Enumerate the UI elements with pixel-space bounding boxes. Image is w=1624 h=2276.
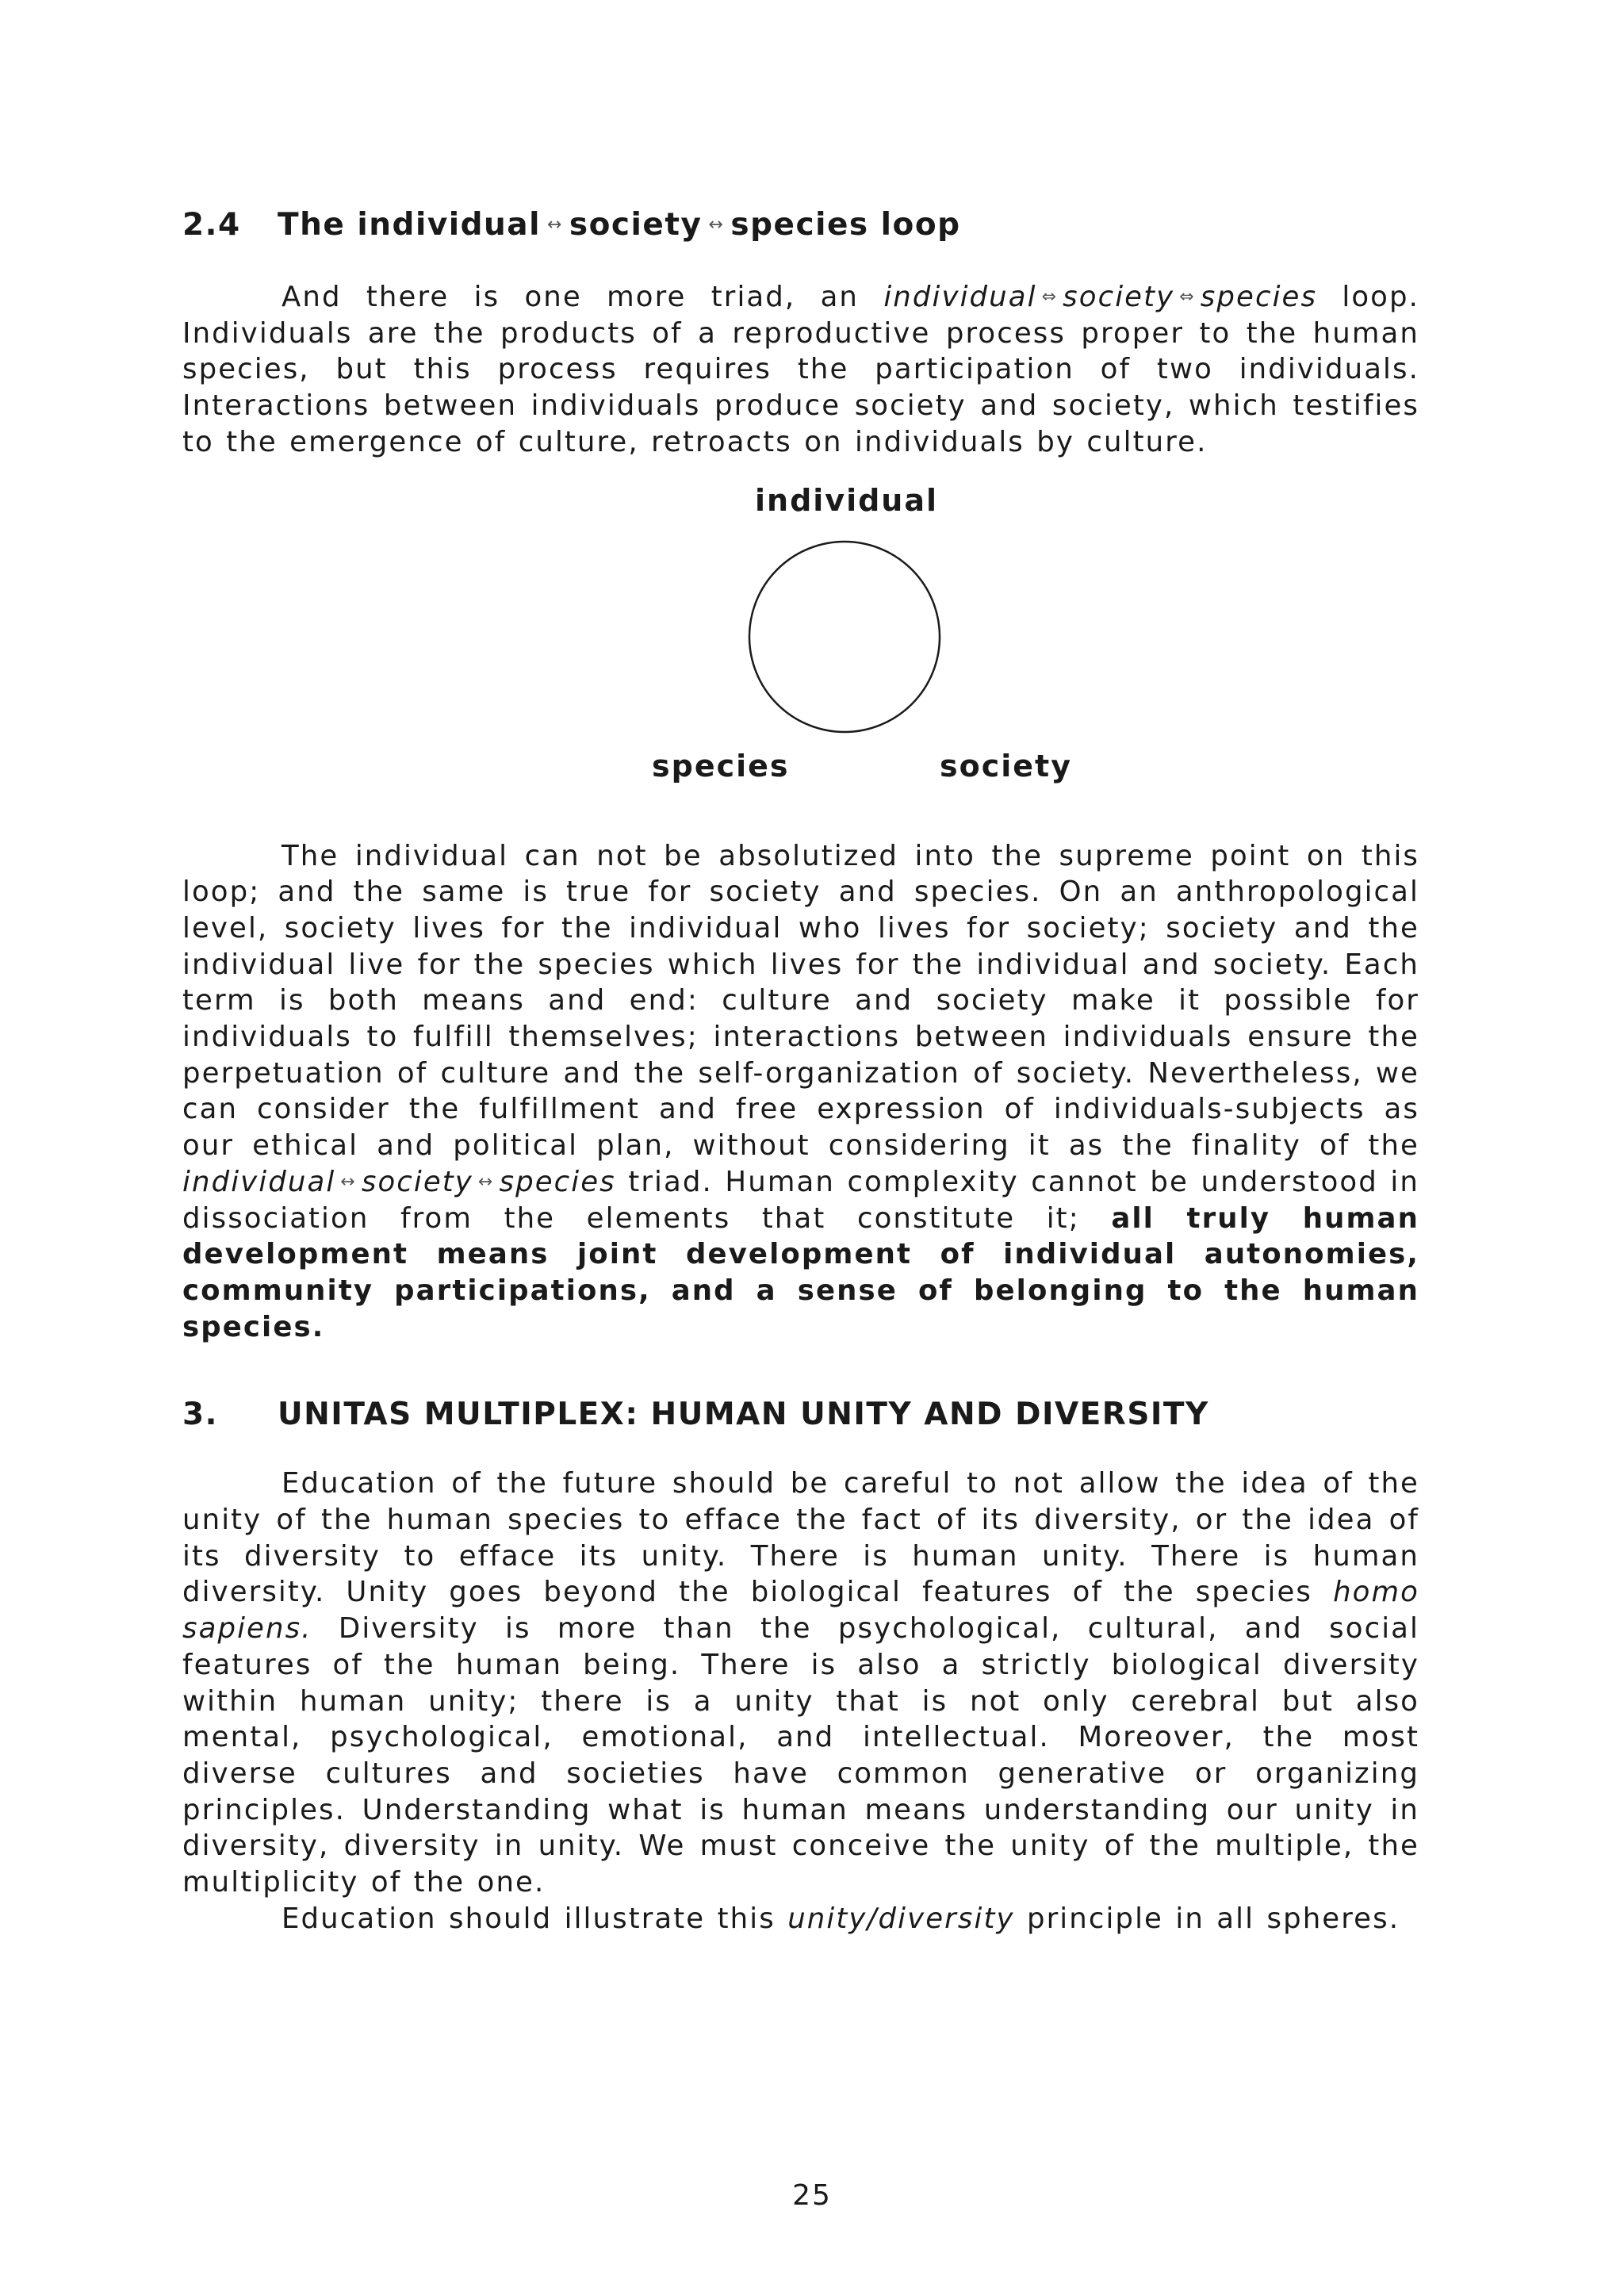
paragraph-education-principle <box>182 1901 1419 1937</box>
section-2-4-heading <box>182 205 1419 246</box>
diagram-label-individual: individual <box>755 482 939 518</box>
loop-circle <box>737 532 952 746</box>
italic-term: homo sapiens. <box>182 1576 1419 1646</box>
paragraph-triad-discussion <box>182 838 1419 1346</box>
section-3-heading <box>182 1394 1419 1435</box>
italic-term: society <box>361 1165 473 1198</box>
italic-term: species <box>499 1165 616 1198</box>
text-run: principle in all spheres. <box>1014 1902 1400 1935</box>
text-run: triad. Human complexity cannot be understood in dissociation from the elements that constitute it; <box>182 1165 1419 1235</box>
text-run: Diversity is more than the psychological, cultural, and social features of the human being. There is also a strictly biological diversity within human unity; there is a unity that is not only cerebral but also mental, psychological, emotional, and intellectual. Moreover, the most diverse cultures and societies have common generative or organizing principles. Understanding what is human means understanding our unity in diversity, diversity in unity. We must conceive the unity of the multiple, the multiplicity of the one. <box>182 1612 1419 1899</box>
paragraph-unity-diversity <box>182 1466 1419 1900</box>
italic-term: individual <box>883 281 1037 313</box>
bidirectional-arrow-icon: ↔ <box>708 215 725 235</box>
text-run: Education should illustrate this <box>282 1902 788 1935</box>
italic-term: species <box>1200 281 1318 313</box>
heading-term-individual: The individual <box>278 207 541 243</box>
bold-statement: all truly human development means joint development of individual autonomies, community participations, and a sense of belonging to the human species. <box>182 1201 1419 1343</box>
paragraph-triad-intro <box>182 279 1419 461</box>
italic-term: society <box>1063 281 1175 313</box>
page-number: 25 <box>792 2179 832 2212</box>
double-arrow-icon: ⇔ <box>1179 287 1196 307</box>
diagram-label-society: society <box>940 748 1072 784</box>
italic-term: individual <box>182 1165 336 1198</box>
bidirectional-arrow-icon: ↔ <box>340 1171 357 1192</box>
text-run: The individual can not be absolutized into the supreme point on this loop; and the same is true for society and species. On an anthropological level, society lives for the individual who lives for society; society and the individual live for the species which lives for the individual and society. Each term is both means and end: culture and society make it possible for individuals to fulfill themselves; interactions between individuals ensure the perpetuation of culture and the self-organization of society. Nevertheless, we can consider the fulfillment and free expression of individuals-subjects as our ethical and political plan, without considering it as the finality of the <box>182 839 1419 1163</box>
page-content <box>182 205 1419 1937</box>
text-run: And there is one more triad, an <box>282 281 884 313</box>
triad-loop-diagram <box>182 483 1419 824</box>
diagram-label-species: species <box>652 748 790 784</box>
double-arrow-icon: ⇔ <box>1041 287 1059 307</box>
bidirectional-arrow-icon: ↔ <box>477 1171 495 1192</box>
section-title: UNITAS MULTIPLEX: HUMAN UNITY AND DIVERSITY <box>278 1397 1209 1433</box>
heading-term-species-loop: species loop <box>730 207 961 243</box>
section-number: 2.4 <box>182 207 241 243</box>
heading-term-society: society <box>569 207 703 243</box>
italic-term: unity/diversity <box>787 1902 1015 1935</box>
section-number: 3. <box>182 1397 218 1433</box>
text-run: Education of the future should be careful to not allow the idea of the unity of the human species to efface the fact of its diversity, or the idea of its diversity to efface its unity. There is human unity. There is human diversity. Unity goes beyond the biological features of the species <box>182 1467 1419 1609</box>
text-run: loop. Individuals are the products of a reproductive process proper to the human species, but this process requires the participation of two individuals. Interactions between individuals produce society and society, which testifies to the emergence of culture, retroacts on individuals by culture. <box>182 281 1419 458</box>
bidirectional-arrow-icon: ↔ <box>546 215 563 235</box>
